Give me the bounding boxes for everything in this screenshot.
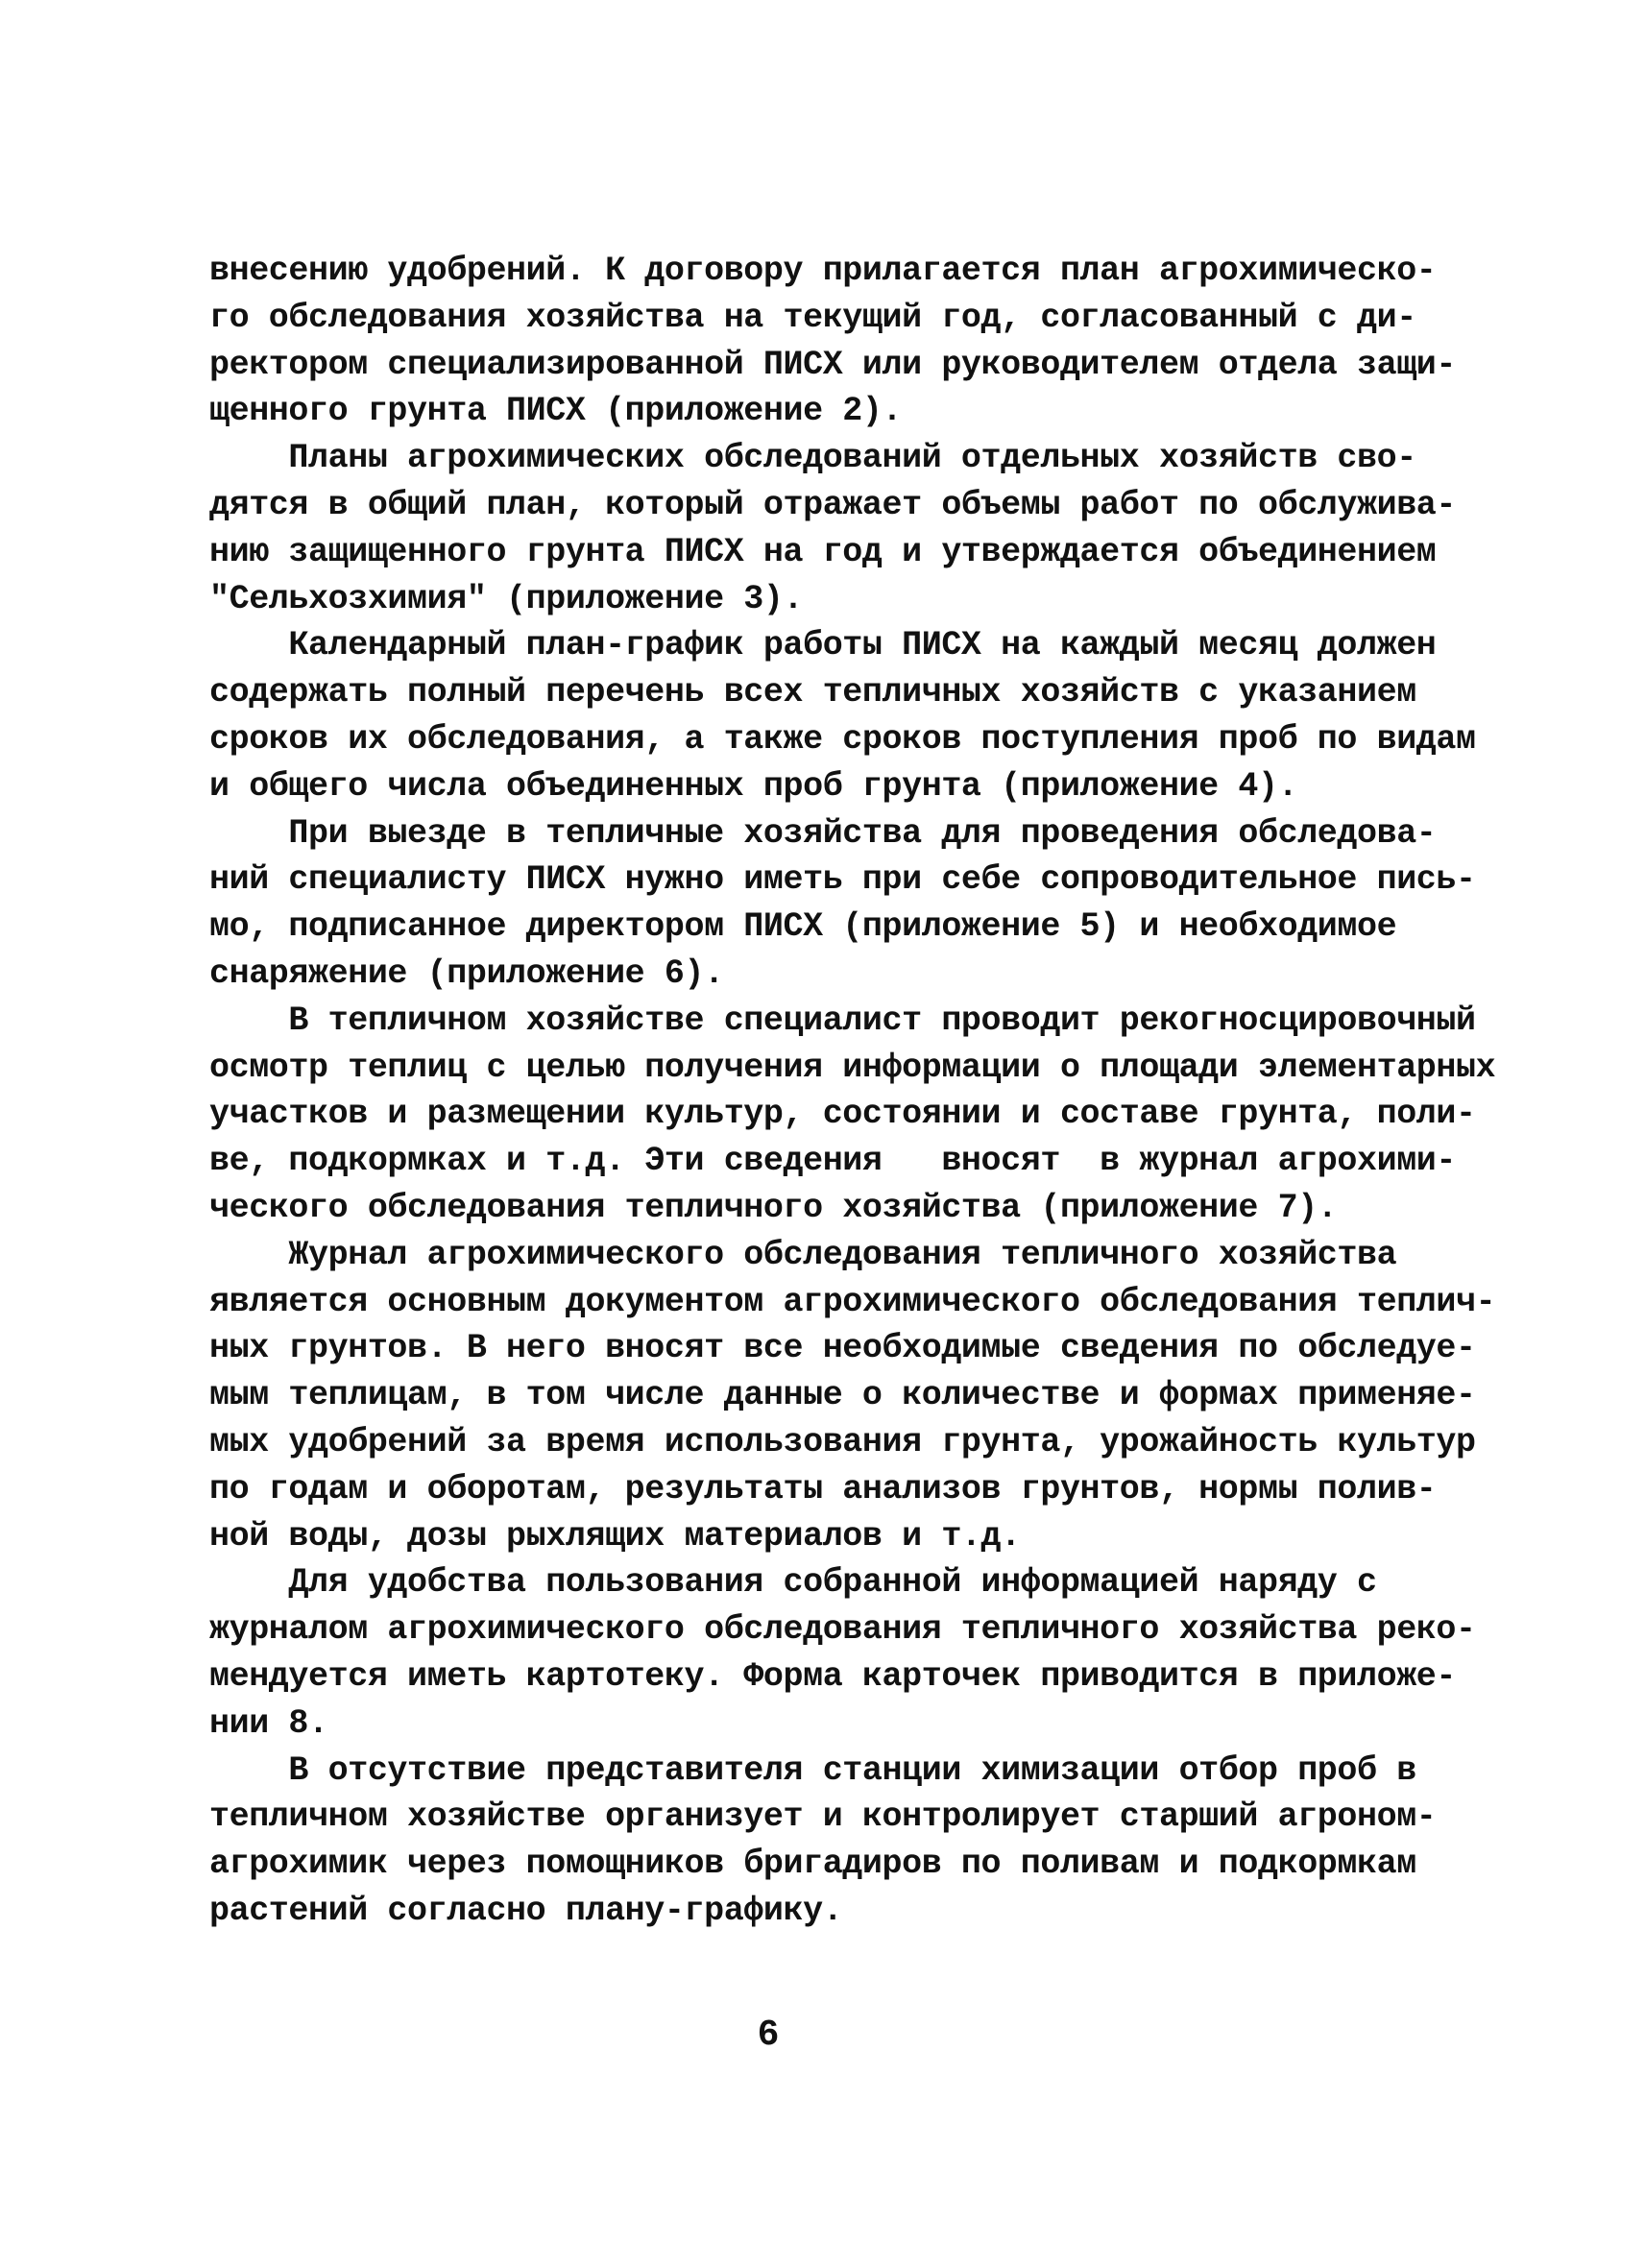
text-line: ной воды, дозы рыхлящих материалов и т.д. — [209, 1516, 1021, 1556]
text-line: агрохимик через помощников бригадиров по поливам и подкормкам — [209, 1845, 1416, 1884]
text-line: Журнал агрохимического обследования тепличного хозяйства — [209, 1235, 1397, 1274]
text-line: внесению удобрений. К договору прилагается план агрохимическо- — [209, 252, 1437, 290]
text-line: мым теплицам, в том числе данные о количестве и формах применяе- — [209, 1376, 1476, 1415]
text-line: щенного грунта ПИСХ (приложение 2). — [209, 392, 903, 431]
text-line: "Сельхозхимия" (приложение 3). — [209, 579, 804, 618]
text-line: и общего числа объединенных проб грунта (приложение 4). — [209, 766, 1298, 806]
text-line: участков и размещении культур, состоянии и составе грунта, поли- — [209, 1095, 1476, 1134]
text-line: мо, подписанное директором ПИСХ (приложение 5) и необходимое — [209, 907, 1397, 947]
text-line: ческого обследования тепличного хозяйства (приложение 7). — [209, 1188, 1338, 1227]
text-line: мендуется иметь картотеку. Форма карточек приводится в приложе- — [209, 1656, 1457, 1696]
text-line: го обследования хозяйства на текущий год, согласованный с ди- — [209, 298, 1416, 337]
text-line: мых удобрений за время использования грунта, урожайность культур — [209, 1422, 1476, 1461]
text-line: по годам и оборотам, результаты анализов грунтов, нормы полив- — [209, 1469, 1437, 1508]
text-line: ректором специализированной ПИСХ или руководителем отдела защи- — [209, 345, 1457, 384]
text-line: Для удобства пользования собранной информацией наряду с — [209, 1563, 1377, 1603]
text-line: журналом агрохимического обследования тепличного хозяйства реко- — [209, 1610, 1476, 1650]
text-line: дятся в общий план, который отражает объемы работ по обслужива- — [209, 485, 1457, 524]
text-line: При выезде в тепличные хозяйства для проведения обследова- — [209, 813, 1437, 853]
text-line: снаряжение (приложение 6). — [209, 953, 724, 993]
text-line: В отсутствие представителя станции химизации отбор проб в — [209, 1750, 1416, 1790]
page-number: 6 — [757, 2015, 780, 2056]
text-line: сроков их обследования, а также сроков поступления проб по видам — [209, 719, 1476, 759]
text-line: растений согласно плану-графику. — [209, 1891, 843, 1930]
text-line: Планы агрохимических обследований отдельных хозяйств сво- — [209, 439, 1416, 478]
text-line: нии 8. — [209, 1703, 328, 1743]
text-line: содержать полный перечень всех тепличных хозяйств с указанием — [209, 673, 1416, 712]
text-line: тепличном хозяйстве организует и контролирует старший агроном- — [209, 1798, 1437, 1837]
text-line: ний специалисту ПИСХ нужно иметь при себе сопроводительное пись- — [209, 860, 1476, 900]
body-text — [209, 248, 1496, 1935]
text-line: ных грунтов. В него вносят все необходимые сведения по обследуе- — [209, 1329, 1476, 1368]
text-line: осмотр теплиц с целью получения информации о площади элементарных — [209, 1048, 1496, 1087]
text-line: является основным документом агрохимического обследования теплич- — [209, 1282, 1496, 1321]
text-line: В тепличном хозяйстве специалист проводит рекогносцировочный — [209, 1001, 1476, 1040]
text-line: нию защищенного грунта ПИСХ на год и утверждается объединением — [209, 532, 1437, 571]
text-line: Календарный план-график работы ПИСХ на каждый месяц должен — [209, 626, 1437, 665]
text-line: ве, подкормках и т.д. Эти сведения вносят в журнал агрохими- — [209, 1142, 1457, 1181]
